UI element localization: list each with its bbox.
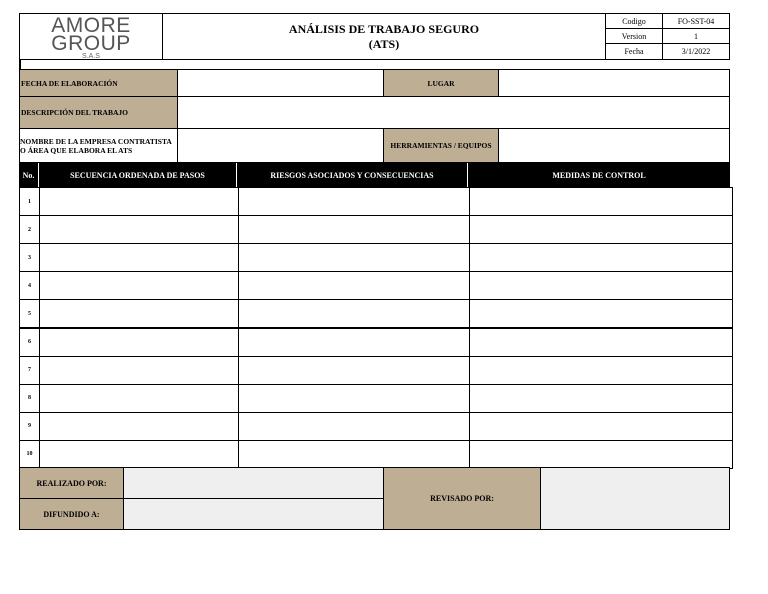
logo-line-3: S.A.S bbox=[82, 53, 100, 60]
medidas-cell[interactable] bbox=[469, 299, 733, 328]
secuencia-cell[interactable] bbox=[39, 384, 239, 413]
header-riesgos: RIESGOS ASOCIADOS Y CONSECUENCIAS bbox=[237, 163, 468, 187]
secuencia-cell[interactable] bbox=[39, 299, 239, 328]
row-number: 2 bbox=[19, 215, 40, 244]
riesgos-cell[interactable] bbox=[238, 412, 470, 441]
herramientas-label: HERRAMIENTAS / EQUIPOS bbox=[383, 128, 499, 163]
document-title: ANÁLISIS DE TRABAJO SEGURO bbox=[288, 21, 480, 36]
riesgos-cell[interactable] bbox=[238, 440, 470, 469]
riesgos-cell[interactable] bbox=[238, 187, 470, 216]
fecha-elaboracion-field[interactable] bbox=[177, 69, 384, 97]
meta-codigo-label: Codigo bbox=[605, 13, 663, 29]
medidas-cell[interactable] bbox=[469, 187, 733, 216]
medidas-cell[interactable] bbox=[469, 412, 733, 441]
header-medidas: MEDIDAS DE CONTROL bbox=[468, 163, 730, 187]
row-number: 4 bbox=[19, 271, 40, 300]
row-number: 5 bbox=[19, 299, 40, 328]
table-row bbox=[19, 328, 730, 357]
logo-line-2: GROUP bbox=[51, 32, 131, 55]
riesgos-cell[interactable] bbox=[238, 328, 470, 357]
realizado-field[interactable] bbox=[123, 467, 384, 499]
meta-version-label: Version bbox=[605, 28, 663, 44]
document-subtitle: (ATS) bbox=[368, 36, 400, 51]
row-number: 1 bbox=[19, 187, 40, 216]
herramientas-field[interactable] bbox=[498, 128, 730, 163]
empresa-field[interactable] bbox=[177, 128, 384, 163]
row-number: 8 bbox=[19, 384, 40, 413]
realizado-label: REALIZADO POR: bbox=[19, 467, 124, 499]
medidas-cell[interactable] bbox=[469, 356, 733, 385]
empresa-label-line-1: NOMBRE DE LA EMPRESA CONTRATISTA bbox=[20, 136, 172, 146]
header-secuencia: SECUENCIA ORDENADA DE PASOS bbox=[39, 163, 237, 187]
secuencia-cell[interactable] bbox=[39, 412, 239, 441]
secuencia-cell[interactable] bbox=[39, 215, 239, 244]
row-number: 3 bbox=[19, 243, 40, 272]
difundido-label: DIFUNDIDO A: bbox=[19, 498, 124, 530]
table-row bbox=[19, 412, 730, 441]
riesgos-cell[interactable] bbox=[238, 243, 470, 272]
row-number: 6 bbox=[19, 328, 40, 357]
riesgos-cell[interactable] bbox=[238, 299, 470, 328]
logo-line-1: AMORE bbox=[51, 14, 131, 37]
medidas-cell[interactable] bbox=[469, 384, 733, 413]
riesgos-cell[interactable] bbox=[238, 215, 470, 244]
empresa-label-line-2: O ÁREA QUE ELABORA EL ATS bbox=[20, 145, 133, 155]
table-row bbox=[19, 215, 730, 244]
riesgos-cell[interactable] bbox=[238, 271, 470, 300]
table-row bbox=[19, 356, 730, 385]
medidas-cell[interactable] bbox=[469, 271, 733, 300]
descripcion-label: DESCRIPCIÓN DEL TRABAJO bbox=[19, 96, 178, 129]
revisado-field[interactable] bbox=[540, 467, 730, 530]
difundido-field[interactable] bbox=[123, 498, 384, 530]
secuencia-cell[interactable] bbox=[39, 243, 239, 272]
row-number: 9 bbox=[19, 412, 40, 441]
lugar-field[interactable] bbox=[498, 69, 730, 97]
fecha-elaboracion-label: FECHA DE ELABORACIÓN bbox=[19, 69, 178, 97]
table-row bbox=[19, 243, 730, 272]
table-row bbox=[19, 299, 730, 328]
table-row bbox=[19, 187, 730, 216]
secuencia-cell[interactable] bbox=[39, 187, 239, 216]
table-row bbox=[19, 271, 730, 300]
title-cell bbox=[162, 13, 606, 60]
medidas-cell[interactable] bbox=[469, 243, 733, 272]
separator-line bbox=[19, 60, 21, 69]
riesgos-cell[interactable] bbox=[238, 356, 470, 385]
meta-version-value: 1 bbox=[662, 28, 730, 44]
meta-codigo-value: FO-SST-04 bbox=[662, 13, 730, 29]
riesgos-cell[interactable] bbox=[238, 384, 470, 413]
descripcion-field[interactable] bbox=[177, 96, 730, 129]
secuencia-cell[interactable] bbox=[39, 356, 239, 385]
medidas-cell[interactable] bbox=[469, 440, 733, 469]
secuencia-cell[interactable] bbox=[39, 440, 239, 469]
secuencia-cell[interactable] bbox=[39, 271, 239, 300]
row-number: 7 bbox=[19, 356, 40, 385]
row-number: 10 bbox=[19, 440, 40, 469]
header-num: No. bbox=[19, 163, 38, 187]
logo-cell bbox=[19, 13, 163, 60]
secuencia-cell[interactable] bbox=[39, 328, 239, 357]
meta-fecha-value: 3/1/2022 bbox=[662, 43, 730, 60]
table-body bbox=[19, 187, 730, 468]
empresa-label bbox=[19, 128, 178, 163]
meta-fecha-label: Fecha bbox=[605, 43, 663, 60]
table-row bbox=[19, 440, 730, 469]
company-logo bbox=[20, 14, 162, 60]
revisado-label: REVISADO POR: bbox=[383, 467, 541, 530]
medidas-cell[interactable] bbox=[469, 215, 733, 244]
lugar-label: LUGAR bbox=[383, 69, 499, 97]
medidas-cell[interactable] bbox=[469, 328, 733, 357]
table-row bbox=[19, 384, 730, 413]
